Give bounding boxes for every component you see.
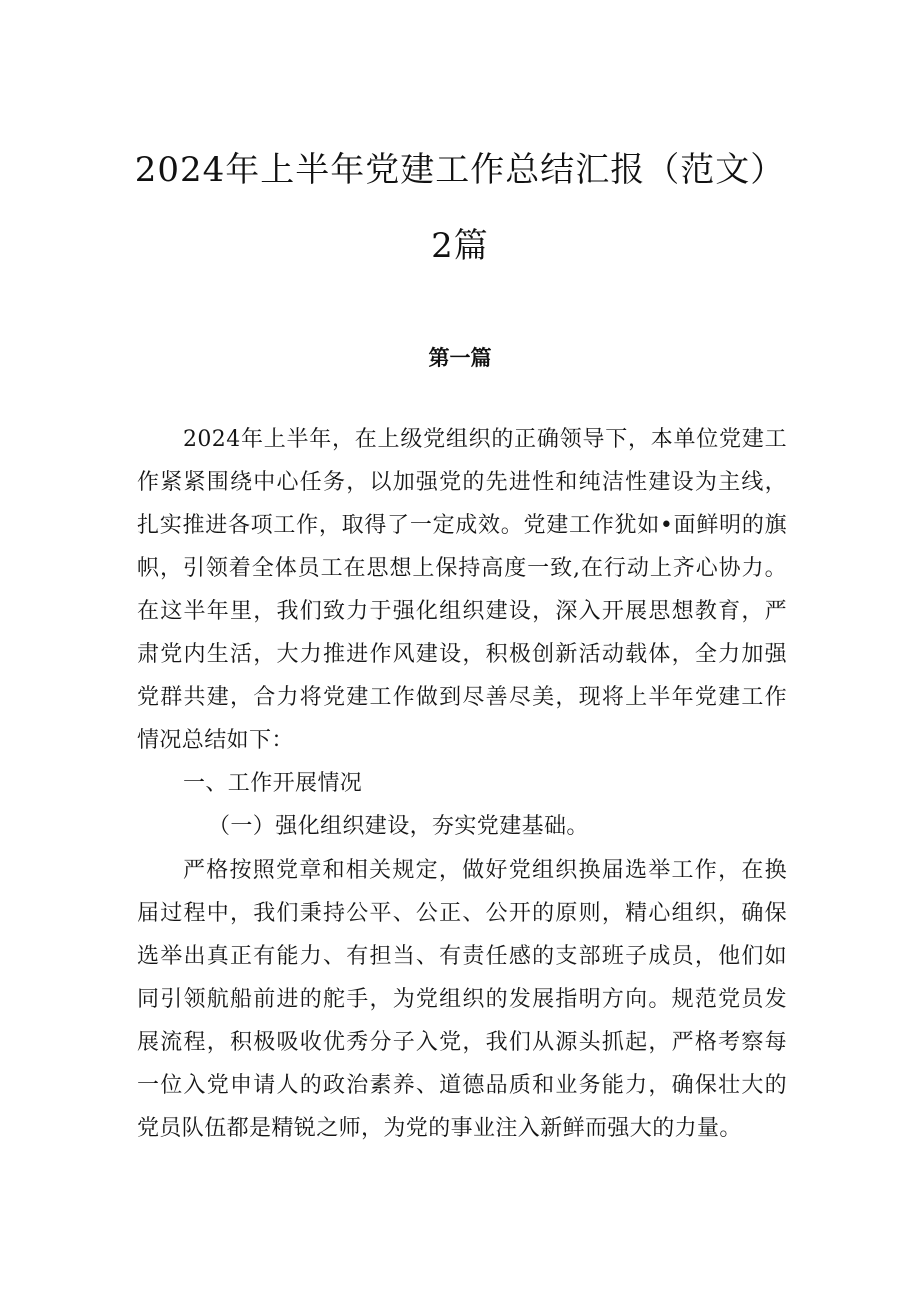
paragraph-line: 严格按照党章和相关规定，做好党组织换届选举工作，在换 bbox=[183, 858, 787, 883]
paragraph-line: 肃党内生活，大力推进作风建设，积极创新活动载体，全力加强 bbox=[137, 642, 787, 667]
paragraph-line: 情况总结如下： bbox=[137, 728, 294, 753]
subsection-heading: （一）强化组织建设，夯实党建基础。 bbox=[208, 814, 589, 839]
paragraph-line: 选举出真正有能力、有担当、有责任感的支部班子成员，他们如 bbox=[137, 944, 787, 969]
paragraph-line: 扎实推进各项工作，取得了一定成效。党建工作犹如•面鲜明的旗 bbox=[137, 513, 787, 538]
paragraph-line: 作紧紧围绕中心任务，以加强党的先进性和纯洁性建设为主线， bbox=[137, 470, 787, 495]
document-title-line-1: 2024年上半年党建工作总结汇报（范文） bbox=[134, 150, 786, 190]
paragraph-line: 党群共建，合力将党建工作做到尽善尽美，现将上半年党建工作 bbox=[137, 685, 787, 710]
section-heading: 第一篇 bbox=[428, 346, 492, 370]
paragraph-line: 帜，引领着全体员工在思想上保持高度一致,在行动上齐心协力。 bbox=[137, 556, 787, 581]
paragraph-line: 一位入党申请人的政治素养、道德品质和业务能力，确保壮大的 bbox=[137, 1073, 787, 1098]
paragraph-line: 展流程，积极吸收优秀分子入党，我们从源头抓起，严格考察每 bbox=[137, 1030, 787, 1055]
document-title-line-2: 2篇 bbox=[431, 226, 489, 266]
paragraph-line: 党员队伍都是精锐之师，为党的事业注入新鲜而强大的力量。 bbox=[137, 1116, 742, 1141]
section-heading-work: 一、工作开展情况 bbox=[183, 771, 363, 796]
paragraph-line: 届过程中，我们秉持公平、公正、公开的原则，精心组织，确保 bbox=[137, 901, 787, 926]
paragraph-line: 同引领航船前进的舵手，为党组织的发展指明方向。规范党员发 bbox=[137, 987, 787, 1012]
paragraph-line: 在这半年里，我们致力于强化组织建设，深入开展思想教育，严 bbox=[137, 599, 787, 624]
paragraph-line: 2024年上半年，在上级党组织的正确领导下，本单位党建工 bbox=[183, 427, 787, 452]
